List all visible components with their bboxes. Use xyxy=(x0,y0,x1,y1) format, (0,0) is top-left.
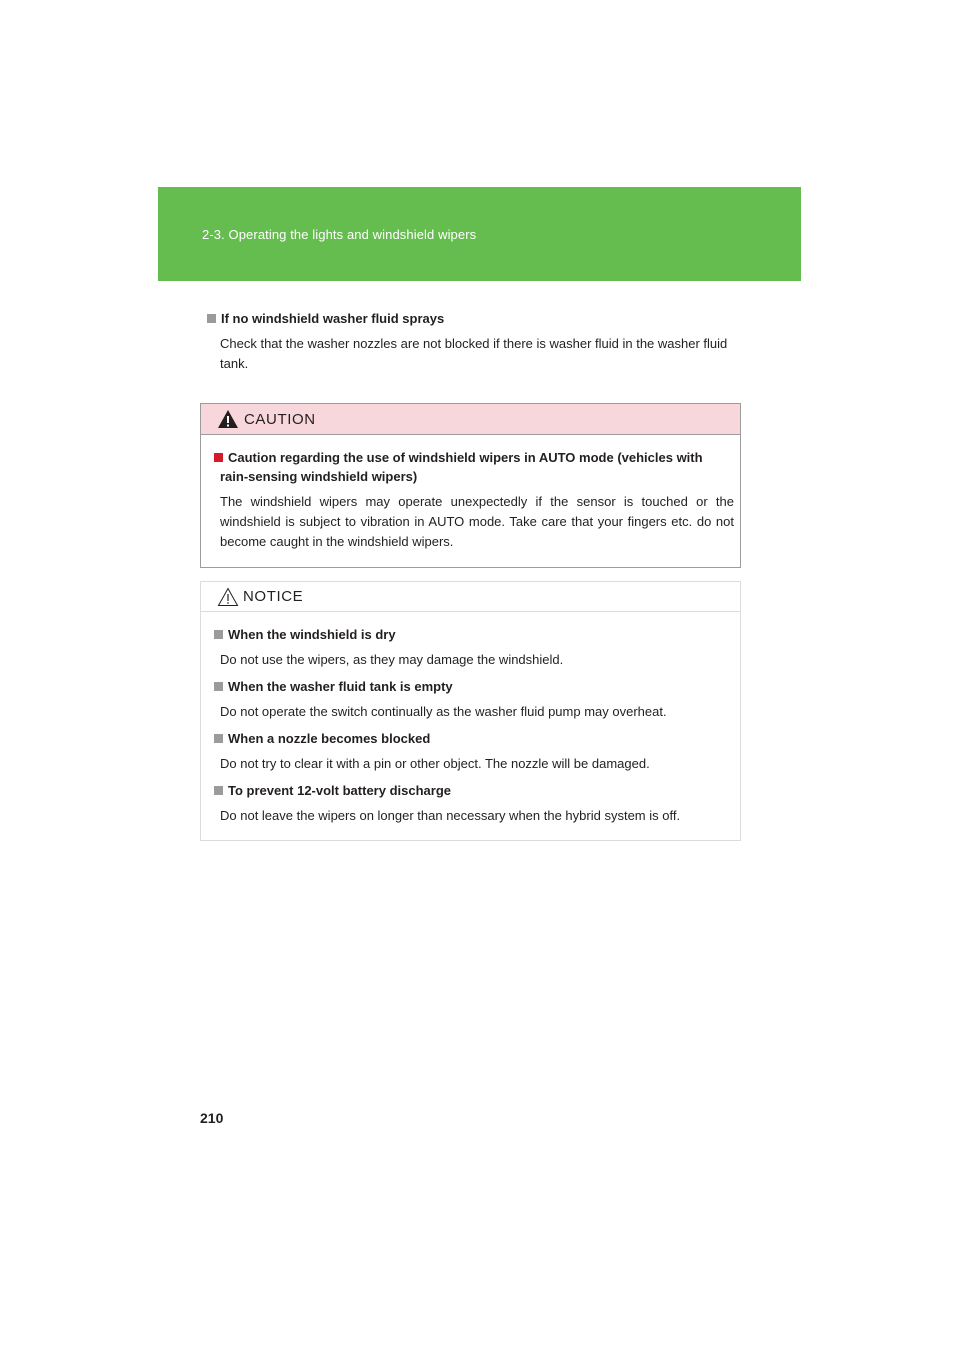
caution-header xyxy=(201,404,740,435)
caution-item-body: The windshield wipers may operate unexpectedly if the sensor is touched or the windshield is subject to vibration in AUTO mode. Take care that your fingers etc. do not become caught in the windshield wipers. xyxy=(220,494,734,549)
notice-heading: NOTICE xyxy=(243,588,304,605)
caution-heading: CAUTION xyxy=(244,411,316,428)
notice-item-title: When the washer fluid tank is empty xyxy=(228,679,453,694)
square-bullet-icon xyxy=(214,453,223,462)
caution-item-title-cont: rain-sensing windshield wipers) xyxy=(220,469,418,484)
square-bullet-icon xyxy=(214,630,223,639)
topic-title: If no windshield washer fluid sprays xyxy=(221,311,445,326)
notice-header xyxy=(201,582,740,612)
notice-item-body: Do not try to clear it with a pin or other object. The nozzle will be damaged. xyxy=(220,756,650,771)
notice-item-body: Do not use the wipers, as they may damage the windshield. xyxy=(220,652,564,667)
notice-item-title: When a nozzle becomes blocked xyxy=(228,731,431,746)
caution-item-title: Caution regarding the use of windshield wipers in AUTO mode (vehicles with xyxy=(228,450,703,465)
notice-item-title: To prevent 12-volt battery discharge xyxy=(228,783,451,798)
square-bullet-icon xyxy=(214,734,223,743)
notice-item xyxy=(214,730,734,774)
warning-triangle-outline-icon xyxy=(217,587,239,607)
notice-item xyxy=(214,626,734,670)
notice-item xyxy=(214,782,734,826)
notice-item-body: Do not operate the switch continually as the washer fluid pump may overheat. xyxy=(220,704,667,719)
caution-box xyxy=(200,403,741,568)
notice-item-title: When the windshield is dry xyxy=(228,627,396,642)
square-bullet-icon xyxy=(214,786,223,795)
warning-triangle-icon xyxy=(217,409,239,429)
section-title: 2-3. Operating the lights and windshield wipers xyxy=(202,227,477,242)
section-header-band xyxy=(158,187,801,281)
notice-item xyxy=(214,678,734,722)
topic-no-washer-fluid xyxy=(207,310,737,374)
caution-item xyxy=(201,435,740,552)
page-number: 210 xyxy=(200,1110,224,1126)
square-bullet-icon xyxy=(207,314,216,323)
notice-box xyxy=(200,581,741,841)
notice-item-body: Do not leave the wipers on longer than necessary when the hybrid system is off. xyxy=(220,808,681,823)
topic-body: Check that the washer nozzles are not blocked if there is washer fluid in the washer fluid tank. xyxy=(220,336,728,371)
square-bullet-icon xyxy=(214,682,223,691)
